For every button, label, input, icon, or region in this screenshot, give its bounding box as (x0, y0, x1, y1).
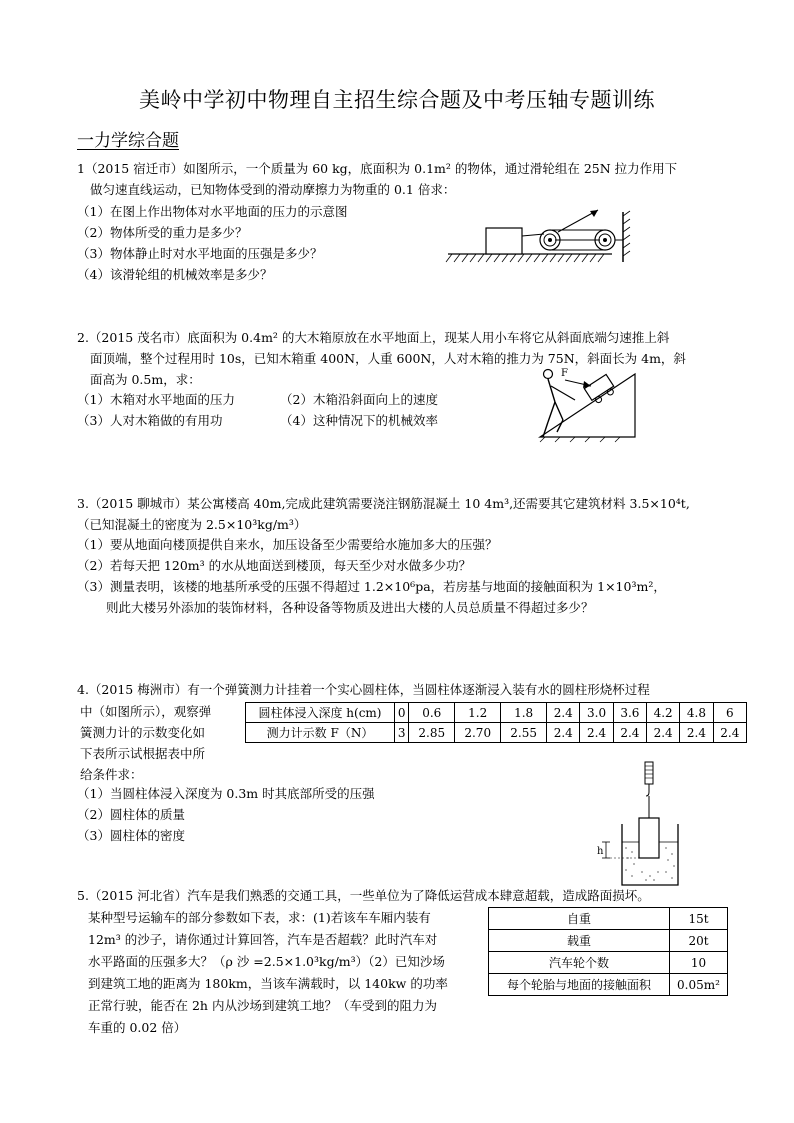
param-label: 每个轮胎与地面的接触面积 (489, 974, 670, 996)
table-row (489, 952, 728, 974)
h-label: h (597, 846, 604, 857)
q1-item-1: （1）在图上作出物体对水平地面的压力的示意图 (77, 204, 348, 219)
q3-item-1: （1）要从地面向楼顶提供自来水，加压设备至少需要给水施加多大的压强？ (77, 537, 498, 552)
row-label: 测力计示数 F（N） (246, 723, 395, 743)
table-cell: 2.4 (713, 723, 746, 743)
q1-item-4: （4）该滑轮组的机械效率是多少？ (77, 267, 273, 282)
q3-line-1: 3.（2015 聊城市）某公寓楼高 40m,完成此建筑需要浇注钢筋混凝土 10 4m³,还需要其它建筑材料 3.5×10⁴t, (77, 496, 690, 511)
q3-item-2: （2）若每天把 120m³ 的水从地面送到楼顶，每天至少对水做多少功？ (77, 558, 472, 573)
q2-line-3: 面高为 0.5m，求： (90, 372, 201, 387)
table-row (489, 930, 728, 952)
beaker-diagram (590, 760, 690, 890)
q5-line-2: 12m³ 的沙子，请你通过计算回答，汽车是否超载？此时汽车对 (88, 932, 438, 947)
param-label: 自重 (489, 908, 670, 930)
table-cell: 2.4 (547, 723, 580, 743)
table-cell: 0.6 (409, 703, 455, 723)
table-cell: 1.8 (501, 703, 547, 723)
q4-intro: 4.（2015 梅洲市）有一个弹簧测力计挂着一个实心圆柱体，当圆柱体逐渐浸入装有水的圆柱形烧杯过程 (77, 682, 650, 697)
param-value: 15t (670, 908, 728, 930)
table-cell: 2.4 (547, 703, 580, 723)
table-cell: 3.0 (580, 703, 613, 723)
q1-item-2: （2）物体所受的重力是多少？ (77, 225, 248, 240)
q1-line-2: 做匀速直线运动，已知物体受到的滑动摩擦力为物重的 0.1 倍求： (90, 182, 456, 197)
table-cell: 4.2 (647, 703, 680, 723)
q3-item-3: （3）测量表明，该楼的地基所承受的压强不得超过 1.2×10⁶pa，若房基与地面的接触面积为 1×10³m²， (77, 579, 666, 594)
q3-line-2: （已知混凝土的密度为 2.5×10³kg/m³） (77, 517, 307, 532)
table-cell: 2.4 (613, 723, 646, 743)
table-row (246, 723, 747, 743)
q2-line-1: 2.（2015 茂名市）底面积为 0.4m² 的大木箱原放在水平地面上，现某人用小车将它从斜面底端匀速推上斜 (77, 330, 670, 345)
q5-line-1: 某种型号运输车的部分参数如下表，求：(1)若该车车厢内装有 (88, 910, 431, 925)
table-cell: 3 (395, 723, 409, 743)
q2-item-4: （4）这种情况下的机械效率 (280, 413, 438, 428)
q4-item-2: （2）圆柱体的质量 (77, 807, 185, 822)
q4-side-4: 给条件求： (80, 767, 143, 782)
table-cell: 2.4 (647, 723, 680, 743)
q5-params-table (488, 907, 728, 996)
q2-line-2: 面顶端，整个过程用时 10s，已知木箱重 400N，人重 600N，人对木箱的推力为 75N，斜面长为 4m，斜 (90, 351, 686, 366)
table-cell: 0 (395, 703, 409, 723)
incline-diagram (535, 362, 645, 442)
q4-item-1: （1）当圆柱体浸入深度为 0.3m 时其底部所受的压强 (77, 786, 375, 801)
table-cell: 4.8 (680, 703, 713, 723)
page-title: 美岭中学初中物理自主招生综合题及中考压轴专题训练 (139, 88, 655, 112)
param-value: 10 (670, 952, 728, 974)
param-label: 汽车轮个数 (489, 952, 670, 974)
row-label: 圆柱体浸入深度 h(cm) (246, 703, 395, 723)
q5-line-4: 到建筑工地的距离为 180km，当该车满载时，以 140kw 的功率 (88, 976, 448, 991)
q4-side-1: 中（如图所示），观察弹 (80, 704, 212, 719)
table-row (489, 908, 728, 930)
q4-side-3: 下表所示试根据表中所 (80, 746, 206, 761)
q2-item-2: （2）木箱沿斜面向上的速度 (280, 392, 438, 407)
table-cell: 3.6 (613, 703, 646, 723)
pulley-diagram (440, 190, 640, 270)
q4-data-table (245, 702, 747, 743)
q5-line-6: 车重的 0.02 倍） (88, 1020, 187, 1035)
table-cell: 2.70 (455, 723, 501, 743)
table-cell: 2.55 (501, 723, 547, 743)
q2-item-3: （3）人对木箱做的有用功 (77, 413, 223, 428)
q4-item-3: （3）圆柱体的密度 (77, 828, 185, 843)
table-row (246, 703, 747, 723)
param-value: 0.05m² (670, 974, 728, 996)
q1-line-1: 1（2015 宿迁市）如图所示，一个质量为 60 kg，底面积为 0.1m² 的物体，通过滑轮组在 25N 拉力作用下 (77, 161, 678, 176)
force-label: F (561, 368, 568, 379)
table-cell: 2.85 (409, 723, 455, 743)
q5-line-3: 水平路面的压强多大？（ρ 沙 =2.5×1.0³kg/m³）（2）已知沙场 (88, 954, 445, 969)
table-cell: 1.2 (455, 703, 501, 723)
table-row (489, 974, 728, 996)
q1-item-3: （3）物体静止时对水平地面的压强是多少？ (77, 246, 323, 261)
table-cell: 2.4 (580, 723, 613, 743)
table-cell: 6 (713, 703, 746, 723)
param-value: 20t (670, 930, 728, 952)
table-cell: 2.4 (680, 723, 713, 743)
q3-item-3-cont: 则此大楼另外添加的装饰材料，各种设备等物质及进出大楼的人员总质量不得超过多少？ (106, 600, 594, 615)
q2-item-1: （1）木箱对水平地面的压力 (77, 392, 235, 407)
q4-side-2: 簧测力计的示数变化如 (80, 725, 206, 740)
param-label: 载重 (489, 930, 670, 952)
q5-intro: 5.（2015 河北省）汽车是我们熟悉的交通工具，一些单位为了降低运营成本肆意超载，造成路面损坏。 (77, 888, 650, 903)
q5-line-5: 正常行驶，能否在 2h 内从沙场到建筑工地？（车受到的阻力为 (88, 998, 437, 1013)
section-heading: 一力学综合题 (77, 131, 179, 151)
